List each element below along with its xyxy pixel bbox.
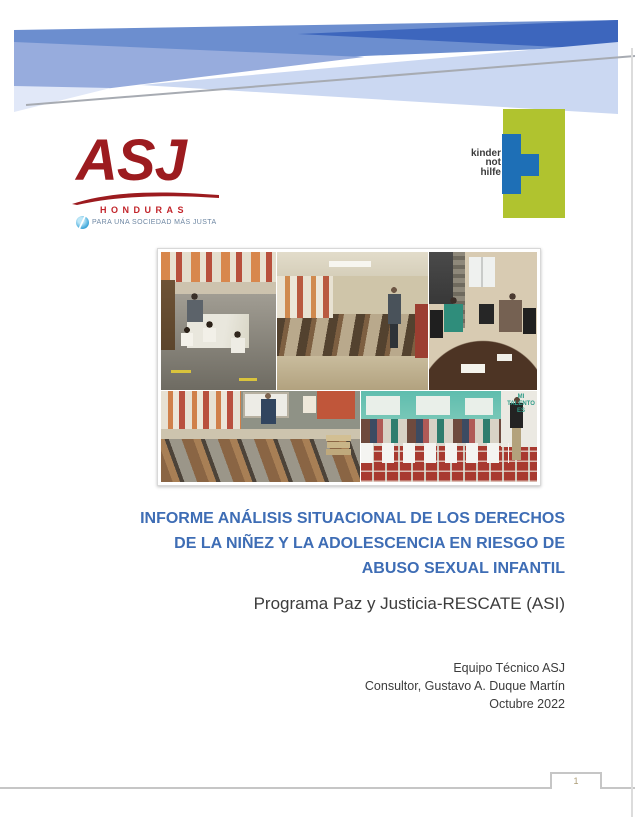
photo-collage-frame	[157, 248, 541, 486]
credits-block	[70, 659, 565, 713]
asj-logo	[74, 128, 224, 232]
title-line-2: DE LA NIÑEZ Y LA ADOLESCENCIA EN RIESGO DE	[174, 535, 565, 552]
page-number: 1	[573, 776, 579, 786]
photo-wall-text: MI TALENTO ES	[507, 394, 535, 414]
page-number-box	[550, 772, 602, 789]
credit-date: Octubre 2022	[489, 697, 565, 711]
knh-line-hilfe: hilfe	[480, 166, 501, 178]
photo-classroom-desks-facilitator	[161, 391, 360, 482]
photo-community-meeting-circle	[361, 391, 537, 482]
title-line-1: INFORME ANÁLISIS SITUACIONAL DE LOS DERECHOS	[140, 510, 565, 527]
cover-banner	[14, 18, 618, 118]
kindernothilfe-cross-horizontal	[521, 154, 539, 176]
kindernothilfe-cross-vertical	[502, 134, 521, 194]
page-right-edge-line	[631, 48, 633, 817]
photo-classroom-floor-group-activity	[161, 252, 276, 390]
asj-tagline: PARA UNA SOCIEDAD MÁS JUSTA	[92, 219, 217, 226]
asj-country-label: HONDURAS	[100, 205, 189, 215]
asj-tagline-row	[76, 216, 217, 229]
asj-acronym: ASJ	[76, 128, 186, 193]
asj-globe-icon	[76, 216, 89, 229]
knh-line-not: not	[485, 157, 501, 169]
report-subtitle: Programa Paz y Justicia-RESCATE (ASI)	[253, 594, 565, 613]
photo-classroom-presentation-students	[277, 252, 428, 390]
kindernothilfe-wordmark	[428, 149, 501, 177]
title-line-3: ABUSO SEXUAL INFANTIL	[361, 560, 565, 577]
photo-office-interview-two-people	[429, 252, 537, 390]
credit-team: Equipo Técnico ASJ	[453, 661, 565, 675]
knh-line-kinder: kinder	[470, 148, 501, 159]
footer-rule-left	[0, 787, 550, 789]
credit-consultant: Consultor, Gustavo A. Duque Martín	[364, 679, 565, 693]
report-title	[70, 506, 565, 581]
photo-collage	[161, 252, 537, 482]
asj-swoosh	[72, 190, 220, 206]
